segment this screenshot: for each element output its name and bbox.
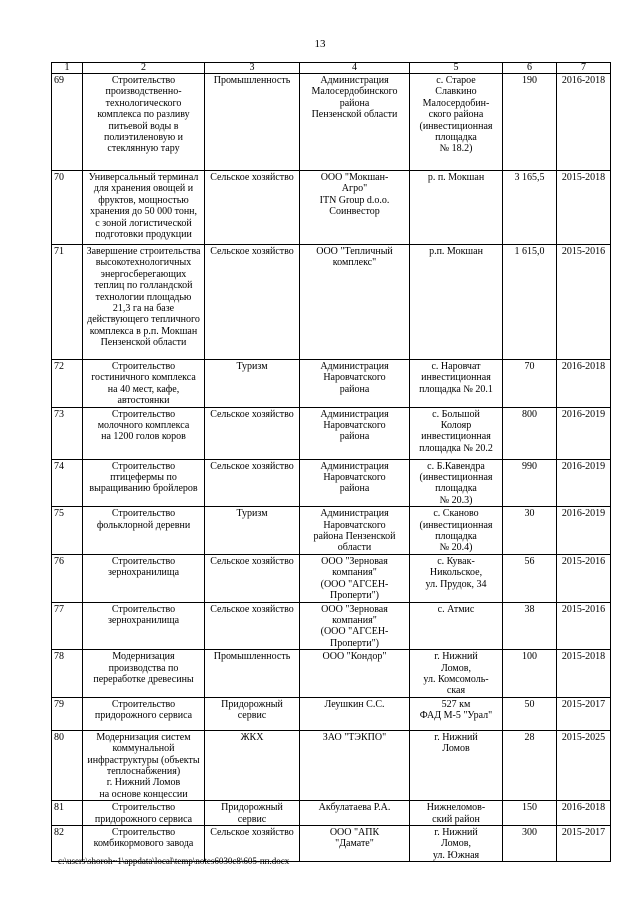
row-number-cell: 78 xyxy=(52,650,83,698)
table-row xyxy=(52,360,611,408)
table-row xyxy=(52,407,611,459)
row-number-cell: 69 xyxy=(52,74,83,171)
sector-cell: ЖКХ xyxy=(205,730,300,800)
project-name-cell: Строительство гостиничного комплекса на 40 мест, кафе, автостоянки xyxy=(83,360,205,408)
sector-cell: Туризм xyxy=(205,360,300,408)
location-cell: с. Большой Колояр инвестиционная площадка № 20.2 xyxy=(410,407,503,459)
location-cell: с. Атмис xyxy=(410,602,503,650)
investment-volume-cell: 990 xyxy=(503,459,557,507)
initiator-cell: ООО "АПК "Дамате" xyxy=(300,826,410,862)
location-cell: с. Старое Славкино Малосердобин- ского района (инвестиционная площадка № 18.2) xyxy=(410,74,503,171)
period-cell: 2015-2016 xyxy=(557,602,611,650)
sector-cell: Сельское хозяйство xyxy=(205,171,300,245)
period-cell: 2015-2017 xyxy=(557,826,611,862)
initiator-cell: Акбулатаева Р.А. xyxy=(300,801,410,826)
period-cell: 2015-2017 xyxy=(557,697,611,730)
row-number-cell: 81 xyxy=(52,801,83,826)
investment-volume-cell: 3 165,5 xyxy=(503,171,557,245)
table-row xyxy=(52,245,611,360)
period-cell: 2016-2019 xyxy=(557,459,611,507)
investment-volume-cell: 50 xyxy=(503,697,557,730)
row-number-cell: 79 xyxy=(52,697,83,730)
project-name-cell: Универсальный терминал для хранения овощей и фруктов, мощностью хранения до 50 000 тонн, с зоной логистической подготовки продукции xyxy=(83,171,205,245)
column-number-header: 1 xyxy=(52,63,83,74)
initiator-cell: Администрация Наровчатского района xyxy=(300,407,410,459)
initiator-cell: ООО "Мокшан- Агро" ITN Group d.o.o. Соинвестор xyxy=(300,171,410,245)
initiator-cell: ООО "Кондор" xyxy=(300,650,410,698)
sector-cell: Придорожный сервис xyxy=(205,801,300,826)
footer-file-path: c:\users\shoroh~1\appdata\local\temp\notes6030c8\605-пп.docx xyxy=(58,856,290,866)
location-cell: г. Нижний Ломов, ул. Комсомоль- ская xyxy=(410,650,503,698)
project-name-cell: Строительство придорожного сервиса xyxy=(83,697,205,730)
location-cell: р. п. Мокшан xyxy=(410,171,503,245)
row-number-cell: 71 xyxy=(52,245,83,360)
project-name-cell: Строительство птицефермы по выращиванию бройлеров xyxy=(83,459,205,507)
location-cell: 527 км ФАД М-5 "Урал" xyxy=(410,697,503,730)
sector-cell: Сельское хозяйство xyxy=(205,407,300,459)
project-name-cell: Модернизация производства по переработке древесины xyxy=(83,650,205,698)
column-number-header: 5 xyxy=(410,63,503,74)
table-row xyxy=(52,801,611,826)
location-cell: с. Сканово (инвестиционная площадка № 20.4) xyxy=(410,507,503,555)
investment-volume-cell: 30 xyxy=(503,507,557,555)
period-cell: 2015-2016 xyxy=(557,554,611,602)
period-cell: 2015-2018 xyxy=(557,650,611,698)
period-cell: 2015-2018 xyxy=(557,171,611,245)
table-row xyxy=(52,602,611,650)
period-cell: 2015-2025 xyxy=(557,730,611,800)
column-number-header: 2 xyxy=(83,63,205,74)
sector-cell: Промышленность xyxy=(205,650,300,698)
project-name-cell: Строительство зернохранилища xyxy=(83,554,205,602)
project-name-cell: Строительство молочного комплекса на 1200 голов коров xyxy=(83,407,205,459)
project-name-cell: Строительство фольклорной деревни xyxy=(83,507,205,555)
row-number-cell: 76 xyxy=(52,554,83,602)
sector-cell: Промышленность xyxy=(205,74,300,171)
initiator-cell: Администрация Наровчатского района xyxy=(300,459,410,507)
row-number-cell: 75 xyxy=(52,507,83,555)
row-number-cell: 74 xyxy=(52,459,83,507)
table-row xyxy=(52,74,611,171)
column-number-header: 4 xyxy=(300,63,410,74)
table-header-row xyxy=(52,63,611,74)
project-name-cell: Строительство придорожного сервиса xyxy=(83,801,205,826)
investment-volume-cell: 1 615,0 xyxy=(503,245,557,360)
location-cell: с. Кувак- Никольское, ул. Прудок, 34 xyxy=(410,554,503,602)
period-cell: 2016-2018 xyxy=(557,360,611,408)
row-number-cell: 80 xyxy=(52,730,83,800)
initiator-cell: ЗАО "ТЭКПО" xyxy=(300,730,410,800)
investment-projects-table xyxy=(51,62,611,862)
row-number-cell: 72 xyxy=(52,360,83,408)
sector-cell: Сельское хозяйство xyxy=(205,602,300,650)
table-row xyxy=(52,507,611,555)
initiator-cell: Администрация Наровчатского района xyxy=(300,360,410,408)
table-row xyxy=(52,171,611,245)
period-cell: 2016-2018 xyxy=(557,801,611,826)
location-cell: г. Нижний Ломов, ул. Южная xyxy=(410,826,503,862)
initiator-cell: ООО "Зерновая компания" (ООО "АГСЕН- Проперти") xyxy=(300,554,410,602)
period-cell: 2016-2019 xyxy=(557,407,611,459)
investment-volume-cell: 190 xyxy=(503,74,557,171)
initiator-cell: ООО "Тепличный комплекс" xyxy=(300,245,410,360)
column-number-header: 6 xyxy=(503,63,557,74)
table-row xyxy=(52,554,611,602)
table-row xyxy=(52,459,611,507)
row-number-cell: 70 xyxy=(52,171,83,245)
initiator-cell: Леушкин С.С. xyxy=(300,697,410,730)
table-row xyxy=(52,730,611,800)
column-number-header: 3 xyxy=(205,63,300,74)
period-cell: 2016-2018 xyxy=(557,74,611,171)
investment-volume-cell: 800 xyxy=(503,407,557,459)
investment-volume-cell: 150 xyxy=(503,801,557,826)
location-cell: Нижнеломов- ский район xyxy=(410,801,503,826)
initiator-cell: Администрация Наровчатского района Пензенской области xyxy=(300,507,410,555)
investment-volume-cell: 38 xyxy=(503,602,557,650)
investment-volume-cell: 28 xyxy=(503,730,557,800)
row-number-cell: 82 xyxy=(52,826,83,862)
location-cell: р.п. Мокшан xyxy=(410,245,503,360)
project-name-cell: Строительство зернохранилища xyxy=(83,602,205,650)
sector-cell: Сельское хозяйство xyxy=(205,554,300,602)
initiator-cell: Администрация Малосердобинского района Пензенской области xyxy=(300,74,410,171)
location-cell: г. Нижний Ломов xyxy=(410,730,503,800)
sector-cell: Придорожный сервис xyxy=(205,697,300,730)
sector-cell: Сельское хозяйство xyxy=(205,826,300,862)
table-row xyxy=(52,650,611,698)
investment-volume-cell: 56 xyxy=(503,554,557,602)
row-number-cell: 77 xyxy=(52,602,83,650)
investment-volume-cell: 100 xyxy=(503,650,557,698)
period-cell: 2015-2016 xyxy=(557,245,611,360)
sector-cell: Туризм xyxy=(205,507,300,555)
investment-volume-cell: 300 xyxy=(503,826,557,862)
sector-cell: Сельское хозяйство xyxy=(205,245,300,360)
period-cell: 2016-2019 xyxy=(557,507,611,555)
sector-cell: Сельское хозяйство xyxy=(205,459,300,507)
column-number-header: 7 xyxy=(557,63,611,74)
location-cell: с. Б.Кавендра (инвестиционная площадка № 20.3) xyxy=(410,459,503,507)
location-cell: с. Наровчат инвестиционная площадка № 20.1 xyxy=(410,360,503,408)
project-name-cell: Строительство комбикормового завода xyxy=(83,826,205,862)
table-row xyxy=(52,697,611,730)
page-number: 13 xyxy=(314,38,326,50)
project-name-cell: Модернизация систем коммунальной инфраструктуры (объекты теплоснабжения) г. Нижний Ломов на основе концессии xyxy=(83,730,205,800)
initiator-cell: ООО "Зерновая компания" (ООО "АГСЕН- Проперти") xyxy=(300,602,410,650)
project-name-cell: Завершение строительства высокотехнологичных энергосберегающих теплиц по голландской технологии площадью 21,3 га на базе действующего тепличного комплекса в р.п. Мокшан Пензенской области xyxy=(83,245,205,360)
investment-volume-cell: 70 xyxy=(503,360,557,408)
row-number-cell: 73 xyxy=(52,407,83,459)
project-name-cell: Строительство производственно- технологического комплекса по разливу питьевой воды в полиэтиленовую и стеклянную тару xyxy=(83,74,205,171)
